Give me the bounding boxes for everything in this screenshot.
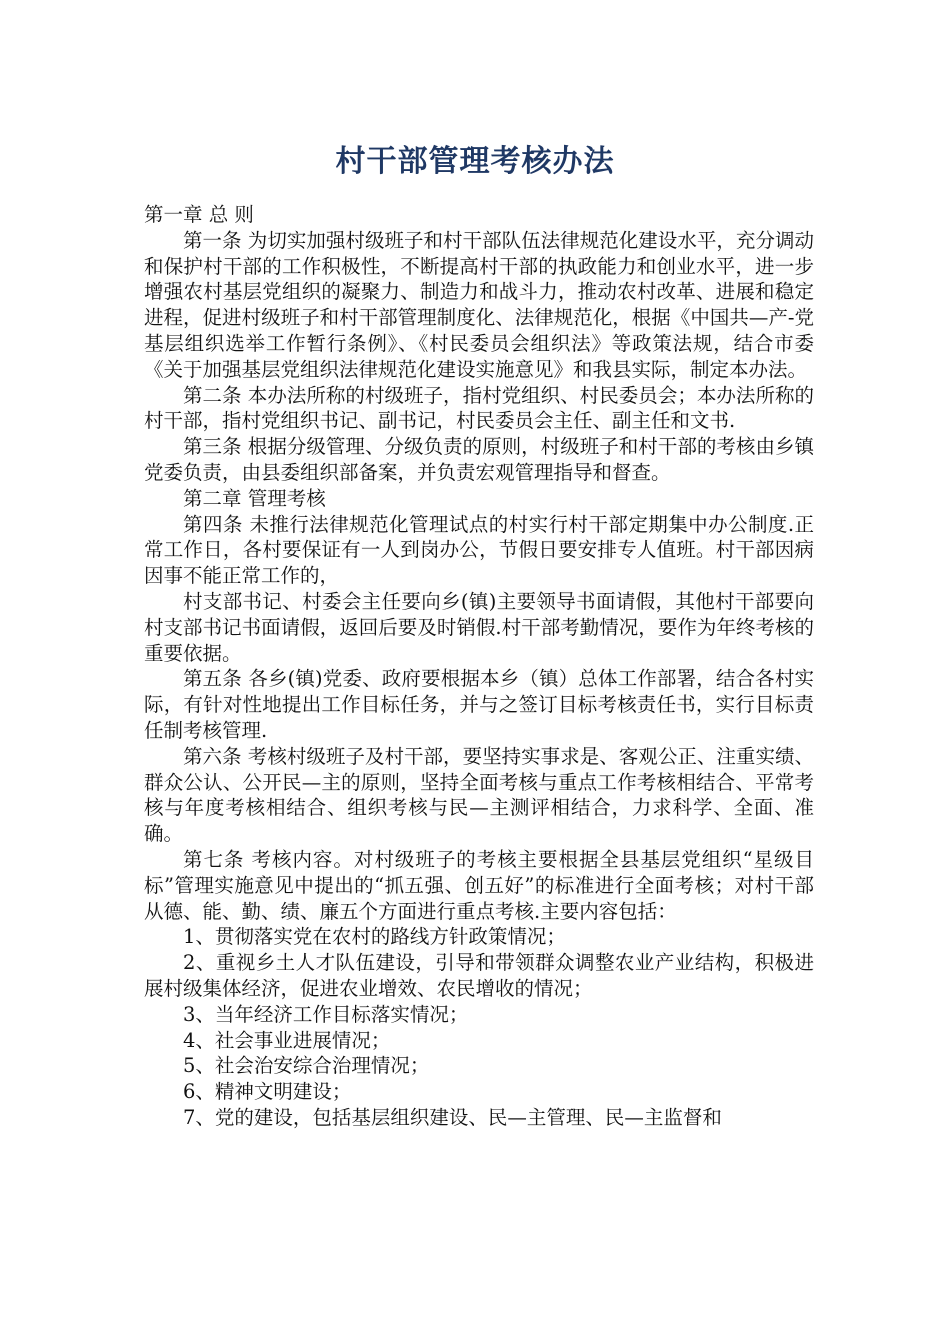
document-title: 村干部管理考核办法 xyxy=(335,144,615,179)
article-paragraph: 第五条 各乡(镇)党委、政府要根据本乡（镇）总体工作部署，结合各村实际，有针对性地提出工作目标任务，并与之签订目标考核责任书，实行目标责任制考核管理. xyxy=(144,667,814,742)
article-paragraph: 村支部书记、村委会主任要向乡(镇)主要领导书面请假，其他村干部要向村支部书记书面请假，返回后要及时销假.村干部考勤情况，要作为年终考核的重要依据。 xyxy=(144,589,814,665)
article-paragraph: 第一条 为切实加强村级班子和村干部队伍法律规范化建设水平，充分调动和保护村干部的工作积极性，不断提高村干部的执政能力和创业水平，进一步增强农村基层党组织的凝聚力、制造力和战斗力，推动农村改革、进展和稳定进程，促进村级班子和村干部管理制度化、法律规范化，根据《中国共—产-党基层组织选举工作暂行条例》、《村民委员会组织法》等政策法规，结合市委《关于加强基层党组织法律规范化建设实施意见》和我县实际，制定本办法。 xyxy=(144,228,814,381)
article-paragraph: 第七条 考核内容。对村级班子的考核主要根据全县基层党组织“星级目标”管理实施意见中提出的“抓五强、创五好”的标准进行全面考核；对村干部从德、能、勤、绩、廉五个方面进行重点考核.主要内容包括： xyxy=(144,847,814,923)
list-item: 2、重视乡土人才队伍建设，引导和带领群众调整农业产业结构，积极进展村级集体经济，促进农业增效、农民增收的情况； xyxy=(144,951,814,1000)
list-item: 6、精神文明建设； xyxy=(183,1080,352,1104)
article-paragraph: 第六条 考核村级班子及村干部，要坚持实事求是、客观公正、注重实绩、群众公认、公开民—主的原则，坚持全面考核与重点工作考核相结合、平常考核与年度考核相结合、组织考核与民—主测评相结合，力求科学、全面、准确。 xyxy=(144,744,814,846)
list-item: 3、当年经济工作目标落实情况； xyxy=(183,1002,469,1026)
chapter-heading: 第二章 管理考核 xyxy=(183,486,326,510)
article-paragraph: 第二条 本办法所称的村级班子，指村党组织、村民委员会；本办法所称的村干部，指村党组织书记、副书记，村民委员会主任、副主任和文书. xyxy=(144,383,814,433)
chapter-heading: 第一章 总 则 xyxy=(144,203,254,226)
list-item: 5、社会治安综合治理情况； xyxy=(183,1054,430,1078)
list-item: 1、贯彻落实党在农村的路线方针政策情况； xyxy=(183,925,566,949)
list-item: 7、党的建设，包括基层组织建设、民—主管理、民—主监督和 xyxy=(183,1105,722,1129)
article-paragraph: 第三条 根据分级管理、分级负责的原则，村级班子和村干部的考核由乡镇党委负责，由县委组织部备案，并负责宏观管理指导和督查。 xyxy=(144,435,814,484)
list-item: 4、社会事业进展情况； xyxy=(183,1028,391,1052)
document-body xyxy=(144,202,814,1131)
article-paragraph: 第四条 未推行法律规范化管理试点的村实行村干部定期集中办公制度.正常工作日，各村要保证有一人到岗办公，节假日要安排专人值班。村干部因病因事不能正常工作的， xyxy=(144,512,814,588)
